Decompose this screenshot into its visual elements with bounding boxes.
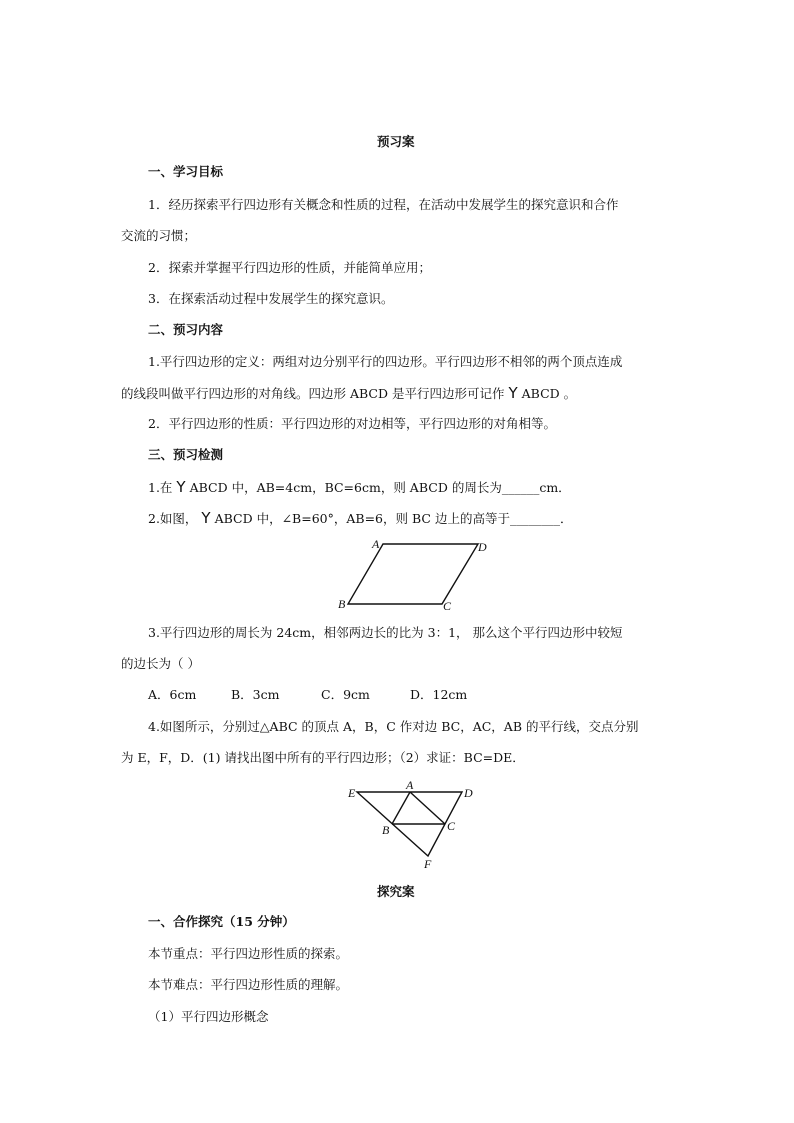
question-3-option-c: C．9cm bbox=[321, 687, 370, 702]
goal-1-line-2: 交流的习惯； bbox=[121, 228, 197, 243]
goals-heading: 一、学习目标 bbox=[148, 164, 224, 179]
figure2-label-a: A bbox=[406, 778, 414, 792]
content-1-line-1: 1.平行四边形的定义：两组对边分别平行的四边形。平行四边形不相邻的两个顶点连成 bbox=[148, 354, 623, 369]
concept-heading: （1）平行四边形概念 bbox=[148, 1009, 269, 1024]
question-1 bbox=[148, 479, 571, 496]
question-2 bbox=[148, 510, 572, 527]
parallelogram-symbol: Y bbox=[508, 384, 518, 402]
triangle-figure bbox=[340, 778, 480, 870]
segment-ab bbox=[392, 792, 410, 824]
content-1-text-post: ABCD 。 bbox=[521, 386, 577, 401]
question-3-option-d: D．12cm bbox=[410, 687, 468, 702]
goal-3: 3．在探索活动过程中发展学生的探究意识。 bbox=[148, 291, 394, 306]
figure2-label-e: E bbox=[348, 786, 356, 800]
question-4-line-2: 为 E，F，D．(1) 请找出图中所有的平行四边形；（2）求证：BC=DE． bbox=[121, 750, 525, 765]
preview-case-heading: 预习案 bbox=[377, 134, 415, 149]
content-1-line-2 bbox=[121, 385, 576, 402]
question-1-pre: 1.在 bbox=[148, 480, 173, 495]
figure2-label-f: F bbox=[424, 857, 432, 870]
parallelogram-shape bbox=[348, 544, 478, 604]
difficulty-point: 本节难点：平行四边形性质的理解。 bbox=[148, 977, 349, 992]
content-2: 2．平行四边形的性质：平行四边形的对边相等，平行四边形的对角相等。 bbox=[148, 416, 556, 431]
figure2-label-b: B bbox=[382, 823, 390, 837]
parallelogram-figure bbox=[330, 532, 500, 614]
question-3-option-b: B．3cm bbox=[231, 687, 280, 702]
segment-ac bbox=[410, 792, 445, 824]
content-heading: 二、预习内容 bbox=[148, 322, 224, 337]
question-3-option-a: A．6cm bbox=[148, 687, 197, 702]
figure1-label-a: A bbox=[372, 537, 380, 551]
question-4-line-1: 4.如图所示，分别过△ABC 的顶点 A，B，C 作对边 BC，AC，AB 的平行线，交点分别 bbox=[148, 719, 639, 734]
cooperation-heading: 一、合作探究（15 分钟） bbox=[148, 914, 295, 929]
question-2-post: ABCD 中，∠B=60°，AB=6，则 BC 边上的高等于________． bbox=[214, 511, 573, 526]
figure2-label-c: C bbox=[447, 819, 456, 833]
figure1-label-c: C bbox=[443, 599, 452, 613]
parallelogram-symbol: Y bbox=[176, 478, 186, 496]
question-1-post: ABCD 中，AB=4cm，BC=6cm，则 ABCD 的周长为______cm． bbox=[189, 480, 571, 495]
key-point: 本节重点：平行四边形性质的探索。 bbox=[148, 946, 349, 961]
figure1-label-b: B bbox=[338, 597, 346, 611]
figure2-label-d: D bbox=[464, 786, 473, 800]
parallelogram-symbol: Y bbox=[201, 509, 211, 527]
content-1-text-pre: 的线段叫做平行四边形的对角线。四边形 ABCD 是平行四边形可记作 bbox=[121, 386, 505, 401]
goal-2: 2．探索并掌握平行四边形的性质，并能简单应用； bbox=[148, 260, 431, 275]
question-3-line-2: 的边长为（ ） bbox=[121, 656, 200, 671]
explore-case-heading: 探究案 bbox=[377, 884, 415, 899]
figure1-label-d: D bbox=[478, 540, 487, 554]
question-3-line-1: 3.平行四边形的周长为 24cm，相邻两边长的比为 3：1， 那么这个平行四边形中较短 bbox=[148, 625, 623, 640]
goal-1-line-1: 1．经历探索平行四边形有关概念和性质的过程，在活动中发展学生的探究意识和合作 bbox=[148, 197, 619, 212]
question-2-pre: 2.如图， bbox=[148, 511, 198, 526]
check-heading: 三、预习检测 bbox=[148, 447, 224, 462]
